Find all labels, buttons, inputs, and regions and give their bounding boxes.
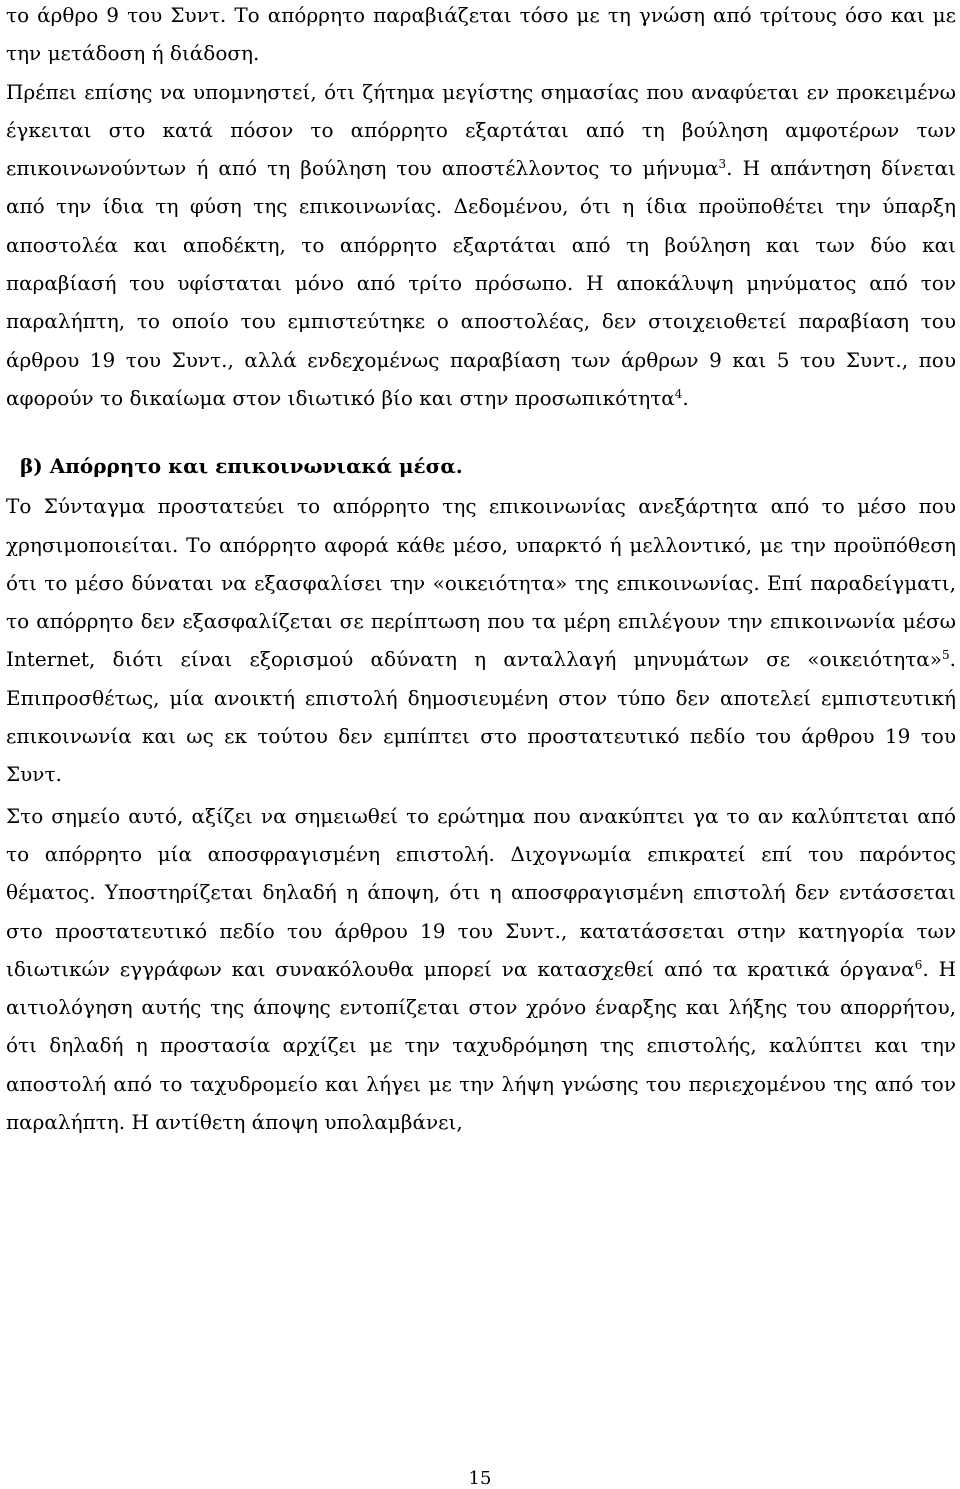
page-number: 15	[468, 1468, 492, 1489]
footnote-reference-4: 4	[674, 386, 683, 401]
confidentiality-paragraph-ending: .	[682, 385, 689, 410]
media-paragraph-text: Το Σύνταγμα προστατεύει το απόρρητο της επικοινωνίας ανεξάρτητα από το μέσο που χρησιμοποιείται. Το απόρρητο αφορά κάθε μέσο, υπαρκτό ή μελλοντικό, με την προϋπόθεση ότι το μέσο δύναται να εξασφαλίσει την «οικειότητα» της επικοινωνίας. Επί παραδείγματι, το απόρρητο δεν εξασφαλίζεται σε περίπτωση που τα μέρη επιλέγουν την επικοινωνία μέσω Internet, διότι είναι εξορισμού αδύνατη η ανταλλαγή μηνυμάτων σε «οικειότητα»	[6, 494, 956, 672]
confidentiality-paragraph	[6, 73, 956, 418]
confidentiality-paragraph-text-2: . Η απάντηση δίνεται από την ίδια τη φύση της επικοινωνίας. Δεδομένου, ότι η ίδια προϋποθέτει την ύπαρξη αποστολέα και αποδέκτη, το απόρρητο εξαρτάται από τη βούληση και των δύο και παραβίασή του υφίσταται μόνο από τρίτο πρόσωπο. Η αποκάλυψη μηνύματος από τον παραλήπτη, το οποίο του εμπιστεύτηκε ο αποστολέας, δεν στοιχειοθετεί παραβίαση του άρθρου 19 του Συντ., αλλά ενδεχομένως παραβίαση των άρθρων 9 και 5 του Συντ., που αφορούν το δικαίωμα στον ιδιωτικό βίο και στην προσωπικότητα	[6, 156, 956, 410]
opening-paragraph	[6, 0, 956, 73]
opening-paragraph-text: το άρθρο 9 του Συντ. Το απόρρητο παραβιάζεται τόσο με τη γνώση από τρίτους όσο και με την μετάδοση ή διάδοση.	[6, 3, 956, 66]
media-paragraph	[6, 487, 956, 793]
footnote-reference-6: 6	[914, 957, 923, 972]
footnote-reference-5: 5	[942, 648, 950, 663]
media-paragraph-ending: . Επιπροσθέτως, μία ανοικτή επιστολή δημοσιευμένη στον τύπο δεν αποτελεί εμπιστευτική επικοινωνία και ως εκ τούτου δεν εμπίπτει στο προστατευτικό πεδίο του άρθρου 19 του Συντ.	[6, 647, 956, 787]
confidentiality-paragraph-text-1: Πρέπει επίσης να υπομνηστεί, ότι ζήτημα μεγίστης σημασίας που αναφύεται εν προκειμένω έγκειται στο κατά πόσον το απόρρητο εξαρτάται από τη βούληση αμφοτέρων των επικοινωνούντων ή από τη βούληση του αποστέλλοντος το μήνυμα	[6, 79, 956, 181]
section-heading: β) Απόρρητο και επικοινωνιακά μέσα.	[20, 454, 463, 479]
opened-letter-paragraph-text: Στο σημείο αυτό, αξίζει να σημειωθεί το ερώτημα που ανακύπτει γα το αν καλύπτεται από το απόρρητο μία αποσφραγισμένη επιστολή. Διχογνωμία επικρατεί επί του παρόντος θέματος. Υποστηρίζεται δηλαδή η άποψη, ότι η αποσφραγισμένη επιστολή δεν εντάσσεται στο προστατευτικό πεδίο του άρθρου 19 του Συντ., κατατάσσεται στην κατηγορία των ιδιωτικών εγγράφων και συνακόλουθα μπορεί να κατασχεθεί από τα κρατικά όργανα	[6, 803, 956, 981]
footnote-reference-3: 3	[718, 157, 727, 172]
opened-letter-paragraph	[6, 797, 956, 1142]
document-page	[6, 0, 956, 1141]
opened-letter-paragraph-ending: . Η αιτιολόγηση αυτής της άποψης εντοπίζεται στον χρόνο έναρξης και λήξης του απορρήτου, ότι δηλαδή η προστασία αρχίζει με την ταχυδρόμηση της επιστολής, καλύπτει και την αποστολή από το ταχυδρομείο και λήγει με την λήψη γνώσης του περιεχομένου της από τον παραλήπτη. Η αντίθετη άποψη υπολαμβάνει,	[6, 956, 957, 1135]
